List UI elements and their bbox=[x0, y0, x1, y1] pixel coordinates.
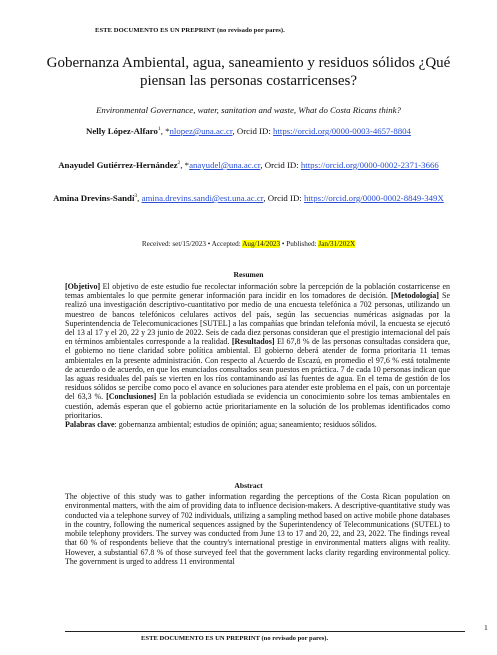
author-name: Amina Drevins-Sandí bbox=[53, 193, 135, 203]
resumen-body bbox=[65, 282, 450, 429]
keywords-text: : gobernanza ambiental; estudios de opinión; agua; saneamiento; residuos sólidos. bbox=[114, 420, 377, 430]
paper-english-title: Environmental Governance, water, sanitation and waste, What do Costa Ricans think? bbox=[96, 105, 401, 115]
author-block-2: Anayudel Gutiérrez-Hernández$^2$, *anayudel@una.ac.cr, Orcid ID: https://orcid.org/0000-0002-2371-3666 bbox=[58, 160, 439, 170]
resumen-heading: Resumen bbox=[233, 270, 264, 279]
author-name: Nelly López-Alfaro bbox=[86, 126, 158, 136]
orcid-label: Orcid ID: bbox=[267, 193, 302, 203]
resultados-tag: [Resultados] bbox=[231, 337, 275, 347]
keywords-label: Palabras clave bbox=[65, 420, 115, 430]
author-affiliation-marker: 1 bbox=[157, 126, 161, 133]
orcid-label: Orcid ID: bbox=[236, 126, 271, 136]
objetivo-tag: [Objetivo] bbox=[65, 282, 101, 291]
preprint-header: ESTE DOCUMENTO ES UN PREPRINT (no revisado por pares). bbox=[95, 27, 285, 34]
orcid-link[interactable]: https://orcid.org/0000-0003-4657-8804 bbox=[273, 126, 411, 136]
accepted-label: Accepted: bbox=[211, 240, 241, 248]
resultados-text: El 67,8 % de las personas consultadas considera que, el gobierno no tiene claridad sobre política ambiental. El gobierno deberá atender de forma prioritaria 11 temas ambientales en la presente administración. Con respecto al Acuerdo de Escazú, en promedio el 97,6 % está totalmente de acuerdo o de acuerdo, en que los enunciados consultados sean puestos en práctica. 7 de cada 10 personas indican que las aguas residuales del país se vierten en los ríos contaminando así las fuentes de agua. En el tema de gestión de los residuos sólidos se percibe como poco el avance en soluciones para atender este problema en el país, con un porcentaje del 63,3 %. bbox=[65, 337, 451, 402]
abstract-heading: Abstract bbox=[234, 481, 263, 490]
page-number: 1 bbox=[484, 623, 488, 632]
author-block-1: Nelly López-Alfaro$^1$, *nlopez@una.ac.cr, Orcid ID: https://orcid.org/0000-0003-4657-8804 bbox=[86, 126, 411, 136]
abstract-body bbox=[65, 492, 450, 566]
paper-title: Gobernanza Ambiental, agua, saneamiento y residuos sólidos ¿Qué piensan las personas costarricenses? bbox=[46, 55, 451, 89]
conclusiones-tag: [Conclusiones] bbox=[106, 392, 157, 402]
author-name: Anayudel Gutiérrez-Hernández bbox=[58, 160, 178, 170]
footer-divider bbox=[65, 631, 465, 632]
abstract-text: The objective of this study was to gather information regarding the perceptions of the Costa Rican population on environmental matters, with the aim of providing data to influence decision-makers. A descriptive-quantitative study was conducted via a telephone survey of 702 individuals, utilizing a sampling method based on active mobile phone databases in the country, following the numerical sequences assigned by the Superintendency of Telecommunications (SUTEL) to mobile telephony providers. The survey was conducted from June 13 to 17 and 20, 22, and 23, 2022. The findings reveal that 60 % of respondents believe that the country's international prestige in environmental matters aligns with reality. However, a substantial 67.8 % of those surveyed feel that the government lacks clarity regarding environmental policy. The government is urged to address 11 environmental bbox=[65, 492, 450, 567]
published-label: Published: bbox=[286, 240, 317, 248]
metodologia-tag: [Metodología] bbox=[390, 291, 439, 301]
orcid-label: Orcid ID: bbox=[264, 160, 299, 170]
author-affiliation-marker: 3 bbox=[134, 193, 138, 200]
publication-dates: Received: set/15/2023 • Accepted: Aug/14/2023 • Published: Jan/31/202X bbox=[141, 240, 356, 248]
objetivo-text: El objetivo de este estudio fue recolectar información sobre la percepción de la población costarricense en temas ambientales lo que permite generar información para incidir en los tomadores de decisión. bbox=[65, 282, 450, 301]
received-date: Received: set/15/2023 bbox=[141, 240, 206, 248]
author-block-3: Amina Drevins-Sandí$^3$, amina.drevins.sandi@est.una.ac.cr, Orcid ID: https://orcid.org/0000-0002-8849-349X bbox=[53, 193, 444, 203]
orcid-link[interactable]: https://orcid.org/0000-0002-8849-349X bbox=[303, 193, 444, 203]
published-date: Jan/31/202X bbox=[318, 240, 356, 248]
metodologia-text: Se realizó una investigación descriptivo-cuantitativo por medio de una encuesta telefónica a 702 personas, utilizando un muestreo de bancos telefónicos celulares activos del país, según las secuencias numéricas asignadas por la Superintendencia de Telecomunicaciones [SUTEL] a las compañías que brindan telefonía móvil, la encuesta se ejecutó del 13 al 17 y el 20, 22 y 23 junio de 2022. Seis de cada diez personas consideran que el prestigio internacional del país en términos ambientales corresponde a la realidad. bbox=[65, 291, 450, 347]
author-email-link[interactable]: anayudel@una.ac.cr bbox=[189, 160, 261, 170]
author-affiliation-marker: 2 bbox=[177, 160, 181, 167]
preprint-footer: ESTE DOCUMENTO ES UN PREPRINT (no revisado por pares). bbox=[141, 635, 329, 642]
accepted-date: Aug/14/2023 bbox=[242, 240, 281, 248]
author-email-link[interactable]: amina.drevins.sandi@est.una.ac.cr bbox=[141, 193, 264, 203]
orcid-link[interactable]: https://orcid.org/0000-0002-2371-3666 bbox=[300, 160, 439, 170]
conclusiones-text: En la población estudiada se evidencia un conocimiento sobre los temas ambientales en cuestión, además esperan que el gobierno actúe prioritariamente en la solución de los problemas identificados como prioritarios. bbox=[65, 392, 451, 420]
author-email-link[interactable]: nlopez@una.ac.cr bbox=[169, 126, 233, 136]
